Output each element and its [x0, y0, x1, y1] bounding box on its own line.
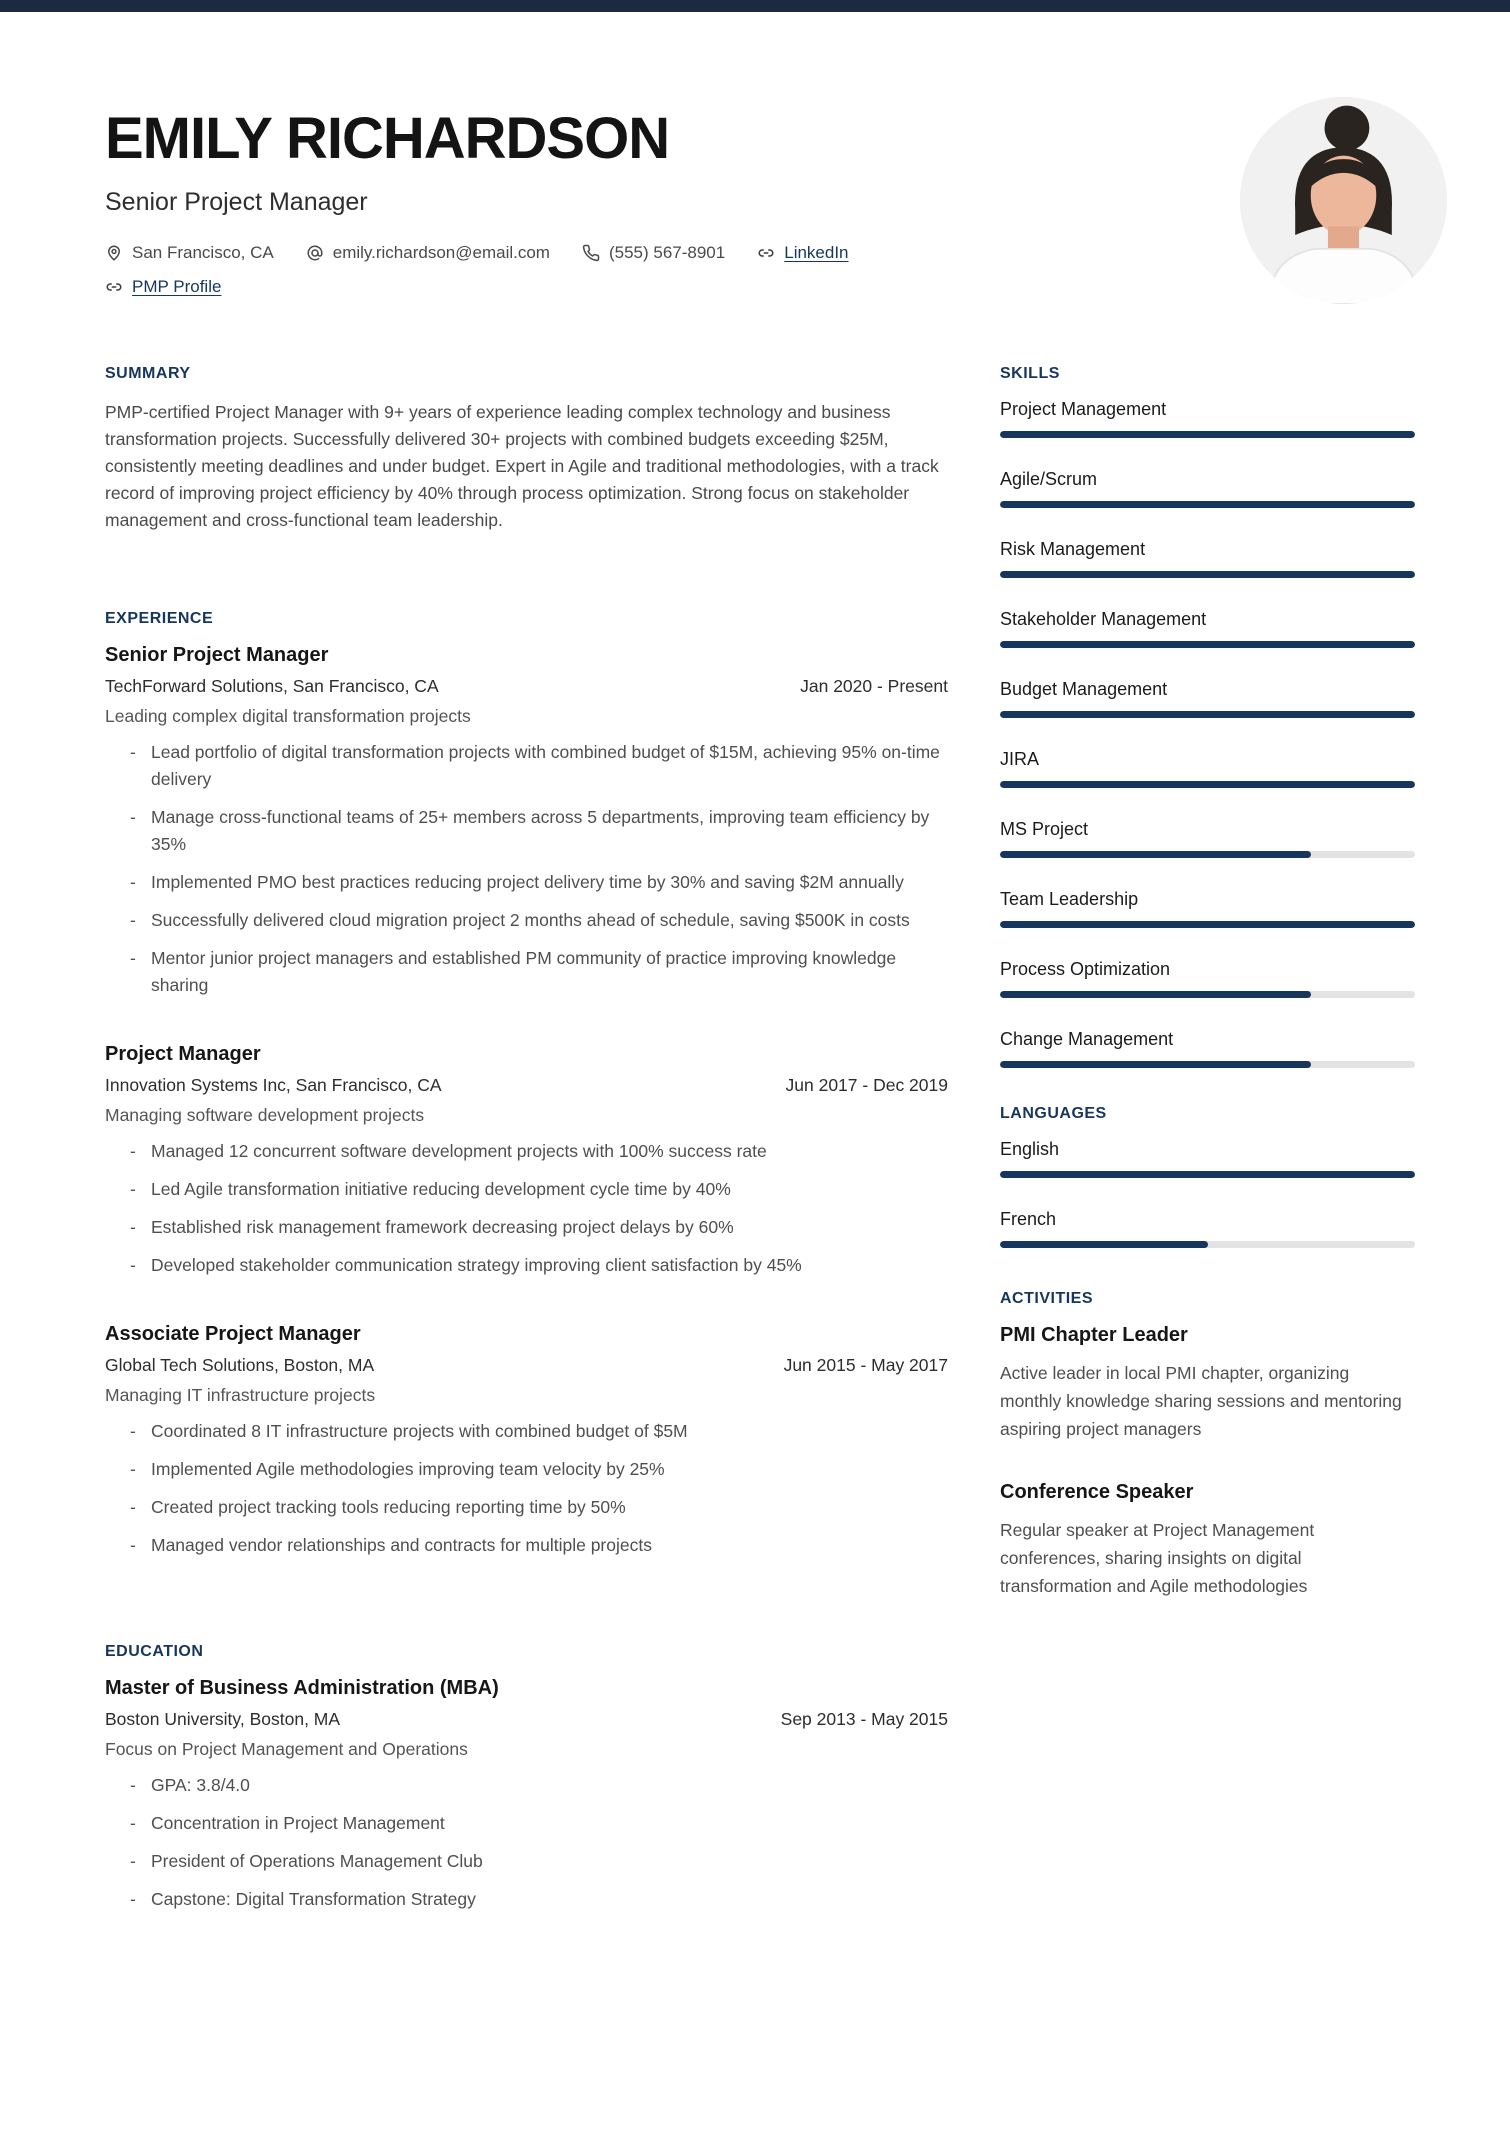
- activities-list: [1000, 1324, 1415, 1600]
- job-description: Managing software development projects: [105, 1104, 425, 1125]
- summary-section: [105, 365, 948, 534]
- activities-section: [1000, 1290, 1415, 1600]
- meter-fill: [1000, 991, 1311, 998]
- experience-section: [105, 610, 948, 1559]
- meter-label: Process Optimization: [1000, 958, 1171, 979]
- bullet-item: - Managed 12 concurrent software development projects with 100% success rate: [130, 1138, 948, 1165]
- education-date: Sep 2013 - May 2015: [780, 1708, 948, 1729]
- meter-item: [1000, 1029, 1415, 1068]
- meter-track: [1000, 1061, 1415, 1068]
- meter-item: [1000, 819, 1415, 858]
- at-icon: [306, 244, 324, 262]
- bullet-item: - Concentration in Project Management: [130, 1810, 948, 1837]
- contact-row-2: [105, 277, 1415, 297]
- languages-section: [1000, 1105, 1415, 1248]
- activity-text: Regular speaker at Project Management conferences, sharing insights on digital transformation and Agile methodologies: [1000, 1519, 1315, 1596]
- job-title: Project Manager: [105, 1042, 261, 1065]
- person-name: EMILY RICHARDSON: [105, 106, 670, 171]
- section-heading-summary: SUMMARY: [105, 364, 191, 382]
- meter-track: [1000, 641, 1415, 648]
- meter-item: [1000, 1139, 1415, 1178]
- contact-location: [105, 243, 274, 263]
- job-description: Managing IT infrastructure projects: [105, 1384, 376, 1405]
- resume-page: [0, 12, 1510, 1924]
- contact-email: [306, 243, 550, 263]
- bullet-item: - Developed stakeholder communication strategy improving client satisfaction by 45%: [130, 1252, 948, 1279]
- section-heading-skills: SKILLS: [1000, 364, 1060, 382]
- meter-track: [1000, 501, 1415, 508]
- job-date: Jun 2017 - Dec 2019: [785, 1074, 948, 1095]
- job-title: Senior Project Manager: [105, 643, 329, 666]
- avatar-illustration: [1240, 97, 1447, 304]
- skills-list: [1000, 399, 1415, 1068]
- job-date: Jun 2015 - May 2017: [783, 1354, 948, 1375]
- contact-phone: [582, 243, 725, 263]
- meter-track: [1000, 781, 1415, 788]
- contact-linkedin: [757, 243, 848, 263]
- meter-label: Budget Management: [1000, 678, 1168, 699]
- activity-text: Active leader in local PMI chapter, organizing monthly knowledge sharing sessions and mentoring aspiring project managers: [1000, 1362, 1402, 1439]
- bullet-item: - Established risk management framework decreasing project delays by 60%: [130, 1214, 948, 1241]
- meter-track: [1000, 991, 1415, 998]
- meter-label: Risk Management: [1000, 538, 1146, 559]
- job-company: Global Tech Solutions, Boston, MA: [105, 1354, 375, 1375]
- meter-fill: [1000, 1061, 1311, 1068]
- link-icon: [757, 244, 775, 262]
- left-column: [105, 365, 948, 1924]
- education-entry: [105, 1677, 948, 1913]
- meter-label: Stakeholder Management: [1000, 608, 1207, 629]
- bullet-item: - Lead portfolio of digital transformation projects with combined budget of $15M, achieving 95% on-time delivery: [130, 739, 948, 793]
- bullet-item: - Capstone: Digital Transformation Strategy: [130, 1886, 948, 1913]
- meter-label: Team Leadership: [1000, 888, 1139, 909]
- meter-label: JIRA: [1000, 748, 1040, 769]
- bullet-item: - Led Agile transformation initiative reducing development cycle time by 40%: [130, 1176, 948, 1203]
- education-section: [105, 1643, 948, 1913]
- linkedin-link[interactable]: LinkedIn: [784, 242, 849, 262]
- job-entry: [105, 1323, 948, 1559]
- meter-fill: [1000, 1171, 1415, 1178]
- contact-pmp: [105, 277, 221, 297]
- meter-label: Change Management: [1000, 1028, 1174, 1049]
- profile-photo: [1240, 97, 1447, 304]
- activity-item: [1000, 1324, 1415, 1443]
- meter-item: [1000, 469, 1415, 508]
- skills-section: [1000, 365, 1415, 1068]
- meter-track: [1000, 711, 1415, 718]
- meter-fill: [1000, 431, 1415, 438]
- contact-row-1: [105, 243, 1415, 263]
- meter-label: Project Management: [1000, 398, 1167, 419]
- summary-text: PMP-certified Project Manager with 9+ years of experience leading complex technology and business transformation projects. Successfully delivered 30+ projects with combined budgets exceeding $25M, consistently meeting deadlines and under budget. Expert in Agile and traditional methodologies, with a track record of improving project efficiency by 40% through process optimization. Strong focus on stakeholder management and cross-functional team leadership.: [105, 401, 939, 530]
- meter-item: [1000, 399, 1415, 438]
- bullet-item: - Managed vendor relationships and contracts for multiple projects: [130, 1532, 948, 1559]
- meter-track: [1000, 1241, 1415, 1248]
- meter-fill: [1000, 781, 1415, 788]
- bullet-item: - Implemented PMO best practices reducing project delivery time by 30% and saving $2M annually: [130, 869, 948, 896]
- bullet-item: - Coordinated 8 IT infrastructure projects with combined budget of $5M: [130, 1418, 948, 1445]
- section-heading-education: EDUCATION: [105, 1642, 204, 1660]
- job-bullets: [105, 739, 948, 999]
- meter-track: [1000, 1171, 1415, 1178]
- meter-fill: [1000, 571, 1415, 578]
- body-columns: [105, 365, 1415, 1924]
- section-heading-activities: ACTIVITIES: [1000, 1289, 1094, 1307]
- person-title: Senior Project Manager: [105, 187, 368, 216]
- meter-fill: [1000, 641, 1415, 648]
- job-bullets: [105, 1418, 948, 1559]
- meter-label: MS Project: [1000, 818, 1089, 839]
- education-bullets: [105, 1772, 948, 1913]
- meter-track: [1000, 571, 1415, 578]
- meter-item: [1000, 1209, 1415, 1248]
- meter-fill: [1000, 501, 1415, 508]
- map-pin-icon: [105, 244, 123, 262]
- meter-label: Agile/Scrum: [1000, 468, 1098, 489]
- meter-fill: [1000, 711, 1415, 718]
- bullet-item: - Manage cross-functional teams of 25+ members across 5 departments, improving team efficiency by 35%: [130, 804, 948, 858]
- meter-fill: [1000, 1241, 1208, 1248]
- meter-fill: [1000, 921, 1415, 928]
- phone-icon: [582, 244, 600, 262]
- bullet-item: - Mentor junior project managers and established PM community of practice improving knowledge sharing: [130, 945, 948, 999]
- meter-item: [1000, 679, 1415, 718]
- job-company: TechForward Solutions, San Francisco, CA: [105, 675, 439, 696]
- bullet-item: - Implemented Agile methodologies improving team velocity by 25%: [130, 1456, 948, 1483]
- meter-item: [1000, 889, 1415, 928]
- job-company-row: [105, 1075, 948, 1096]
- email-text: emily.richardson@email.com: [332, 242, 550, 262]
- languages-list: [1000, 1139, 1415, 1248]
- meter-track: [1000, 851, 1415, 858]
- header: [105, 106, 1415, 297]
- job-entry: [105, 1043, 948, 1279]
- meter-label: French: [1000, 1208, 1057, 1229]
- meter-track: [1000, 431, 1415, 438]
- job-company-row: [105, 676, 948, 697]
- education-row: [105, 1709, 948, 1730]
- degree-title: Master of Business Administration (MBA): [105, 1676, 499, 1699]
- activity-title: PMI Chapter Leader: [1000, 1323, 1188, 1346]
- right-column: [1000, 365, 1415, 1924]
- meter-fill: [1000, 851, 1311, 858]
- activity-item: [1000, 1481, 1415, 1600]
- school-name: Boston University, Boston, MA: [105, 1708, 341, 1729]
- bullet-item: - Successfully delivered cloud migration project 2 months ahead of schedule, saving $500K in costs: [130, 907, 948, 934]
- meter-item: [1000, 609, 1415, 648]
- experience-jobs: [105, 644, 948, 1559]
- location-text: San Francisco, CA: [132, 242, 274, 262]
- education-focus: Focus on Project Management and Operations: [105, 1738, 468, 1759]
- job-company-row: [105, 1355, 948, 1376]
- section-heading-experience: EXPERIENCE: [105, 609, 214, 627]
- bullet-item: - GPA: 3.8/4.0: [130, 1772, 948, 1799]
- job-title: Associate Project Manager: [105, 1322, 361, 1345]
- meter-item: [1000, 539, 1415, 578]
- phone-text: (555) 567-8901: [608, 242, 726, 262]
- job-date: Jan 2020 - Present: [800, 675, 948, 696]
- meter-track: [1000, 921, 1415, 928]
- activity-title: Conference Speaker: [1000, 1480, 1194, 1503]
- meter-item: [1000, 749, 1415, 788]
- job-description: Leading complex digital transformation projects: [105, 705, 471, 726]
- pmp-profile-link[interactable]: PMP Profile: [132, 276, 222, 296]
- link-icon: [105, 278, 123, 296]
- job-entry: [105, 644, 948, 999]
- job-company: Innovation Systems Inc, San Francisco, CA: [105, 1074, 442, 1095]
- job-bullets: [105, 1138, 948, 1279]
- bullet-item: - Created project tracking tools reducing reporting time by 50%: [130, 1494, 948, 1521]
- meter-item: [1000, 959, 1415, 998]
- top-accent-bar: [0, 0, 1510, 12]
- section-heading-languages: LANGUAGES: [1000, 1104, 1107, 1122]
- bullet-item: - President of Operations Management Club: [130, 1848, 948, 1875]
- meter-label: English: [1000, 1138, 1060, 1159]
